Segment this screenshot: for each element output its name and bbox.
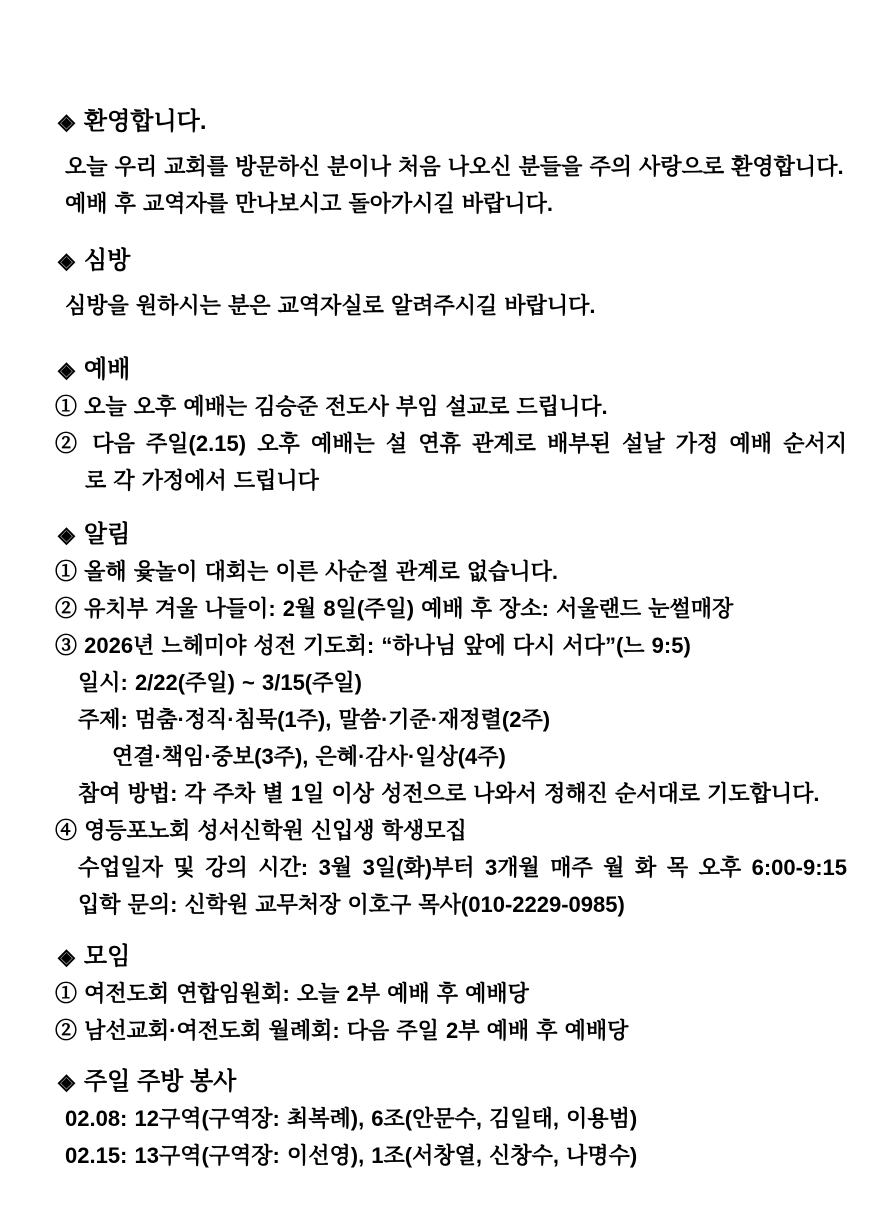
section [0,516,887,923]
text-line: 수업일자 및 강의 시간: 3월 3일(화)부터 3개월 매주 월 화 목 오후 6:00-9:15 [78,855,847,880]
text-line: ② 유치부 겨울 나들이: 2월 8일(주일) 예배 후 장소: 서울랜드 눈썰매장 [55,596,734,621]
section [0,938,887,1049]
section-heading [58,242,887,279]
section [0,103,887,222]
text-line: ④ 영등포노회 성서신학원 신입생 학생모집 [55,818,467,843]
text-line: 연결·책임·중보(3주), 은혜·감사·일상(4주) [112,744,506,769]
text-line: 02.15: 13구역(구역장: 이선영), 1조(서창열, 신창수, 나명수) [65,1143,638,1168]
text-line: 주제: 멈춤·정직·침묵(1주), 말씀·기준·재정렬(2주) [78,707,551,732]
diamond-bullet-icon: ◈ [58,248,75,273]
section-title: 환영합니다. [83,108,207,135]
section-heading [58,938,887,975]
section [0,1063,887,1174]
section-title: 예배 [83,356,131,383]
bulletin-sections [0,103,887,1174]
section [0,242,887,324]
text-line: ② 다음 주일(2.15) 오후 예배는 설 연휴 관계로 배부된 설날 가정 예배 순서지 [55,431,847,456]
section-title: 알림 [83,521,131,548]
section-heading [58,103,887,140]
section-heading [58,516,887,553]
section-title: 심방 [83,247,131,274]
text-line: ② 남선교회·여전도회 월례회: 다음 주일 2부 예배 후 예배당 [55,1018,629,1043]
section [0,351,887,499]
section-heading [58,351,887,388]
text-line: 입학 문의: 신학원 교무처장 이호구 목사(010-2229-0985) [78,892,625,917]
text-line: 심방을 원하시는 분은 교역자실로 알려주시길 바랍니다. [65,293,596,318]
text-line: 예배 후 교역자를 만나보시고 돌아가시길 바랍니다. [65,191,553,216]
text-line: 오늘 우리 교회를 방문하신 분이나 처음 나오신 분들을 주의 사랑으로 환영합니다. [65,154,844,179]
text-line: 로 각 가정에서 드립니다 [85,468,319,493]
text-line: ① 오늘 오후 예배는 김승준 전도사 부임 설교로 드립니다. [55,394,608,419]
text-line: 일시: 2/22(주일) ~ 3/15(주일) [78,670,362,695]
section-heading [58,1063,887,1100]
text-line: ① 여전도회 연합임원회: 오늘 2부 예배 후 예배당 [55,981,529,1006]
diamond-bullet-icon: ◈ [58,522,75,547]
text-line: ③ 2026년 느헤미야 성전 기도회: “하나님 앞에 다시 서다”(느 9:5) [55,633,691,658]
text-line: 02.08: 12구역(구역장: 최복례), 6조(안문수, 김일태, 이용범) [65,1106,638,1131]
section-title: 모임 [83,943,131,970]
text-line: 참여 방법: 각 주차 별 1일 이상 성전으로 나와서 정해진 순서대로 기도합니다. [78,781,820,806]
section-title: 주일 주방 봉사 [83,1068,237,1095]
diamond-bullet-icon: ◈ [58,109,75,134]
text-line: ① 올해 윷놀이 대회는 이른 사순절 관계로 없습니다. [55,559,558,584]
diamond-bullet-icon: ◈ [58,1069,75,1094]
diamond-bullet-icon: ◈ [58,357,75,382]
diamond-bullet-icon: ◈ [58,944,75,969]
